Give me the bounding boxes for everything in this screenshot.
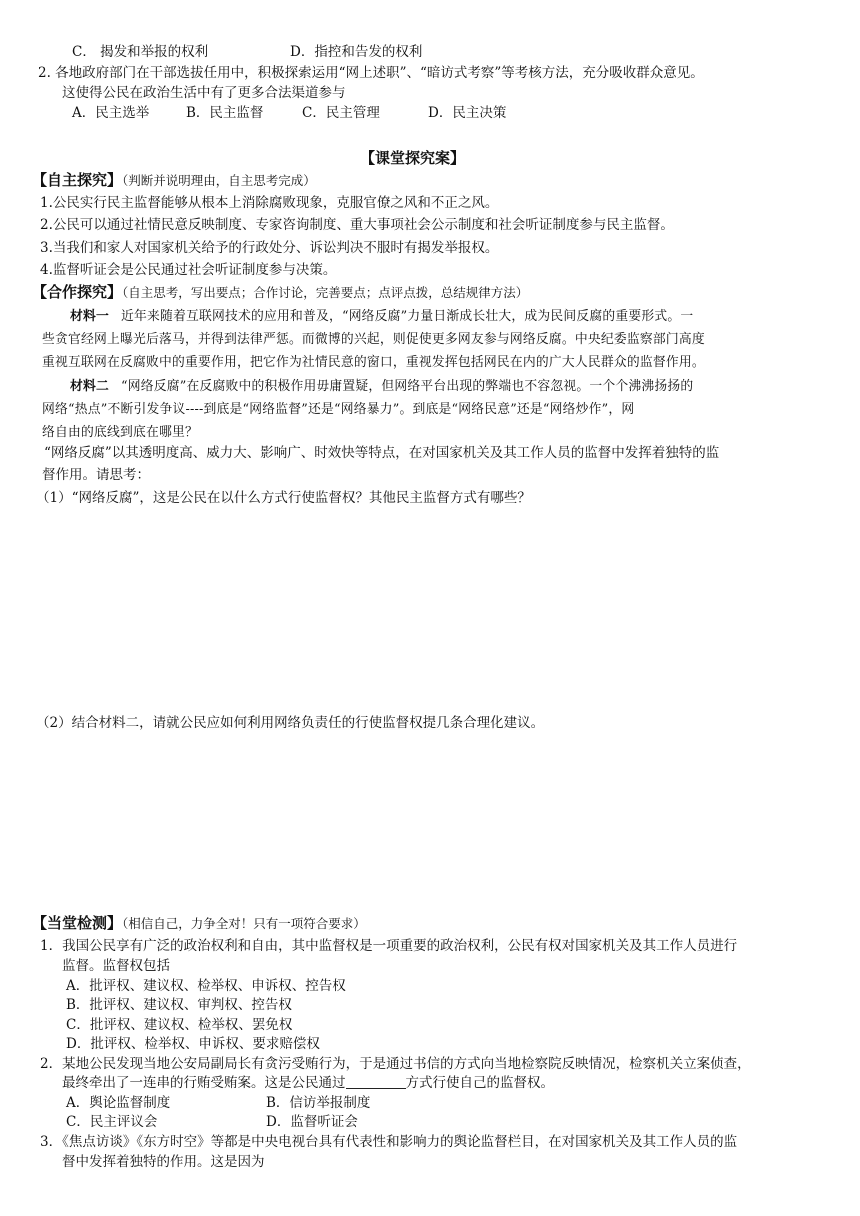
hezuo-note: （自主思考，写出要点；合作讨论，完善要点；点评点拨，总结规律方法） [122, 285, 529, 300]
material-2-line1: 材料二 “网络反腐”在反腐败中的积极作用毋庸置疑，但网络平台出现的弊端也不容忽视。一个个沸沸扬扬的 [70, 379, 694, 394]
material-1-line3: 重视互联网在反腐败中的重要作用，把它作为社情民意的窗口，重视发挥包括网民在内的广大人民群众的监督作用。 [42, 355, 705, 370]
zizhu-note: （判断并说明理由，自主思考完成） [122, 173, 316, 188]
test-q2-line1: 2．某地公民发现当地公安局副局长有贪污受贿行为，于是通过书信的方式向当地检察院反映情况，检察机关立案侦查， [40, 1056, 751, 1072]
material-1-line1: 材料一 近年来随着互联网技术的应用和普及，“网络反腐”力量日渐成长壮大，成为民间反腐的重要形式。一 [70, 309, 694, 324]
test-q2-line2: 最终牵出了一连串的行贿受贿案。这是公民通过 方式行使自己的监督权。 [62, 1075, 554, 1091]
jiance-note: （相信自己，力争全对！只有一项符合要求） [122, 916, 366, 931]
test-q3-line2: 督中发挥着独特的作用。这是因为 [62, 1154, 265, 1170]
jiance-heading-row [32, 913, 366, 935]
test-q1-option-c: C．批评权、建议权、检举权、罢免权 [66, 1017, 293, 1033]
hezuo-heading: 【合作探究】 [32, 283, 123, 301]
material-1-line2: 些贪官经网上曝光后落马，并得到法律严惩。而微博的兴起，则促使更多网友参与网络反腐。中央纪委监察部门高度 [42, 332, 705, 347]
prev-q2-option-c: C．民主管理 [302, 105, 380, 121]
jiance-heading: 【当堂检测】 [32, 914, 123, 932]
prev-q1-option-c: C． 揭发和举报的权利 [72, 44, 209, 60]
test-q2-option-d: D．监督听证会 [266, 1114, 358, 1130]
test-q2-option-c: C．民主评议会 [66, 1114, 158, 1130]
zizhu-item-1: 1.公民实行民主监督能够从根本上消除腐败现象，克服官僚之风和不正之风。 [40, 195, 499, 211]
material-2-label: 材料二 [70, 379, 109, 394]
material-1-label: 材料一 [70, 309, 109, 324]
zizhu-heading-row [32, 170, 316, 192]
test-q2-option-b: B．信访举报制度 [266, 1095, 371, 1111]
material-2-line2: 网络“热点”不断引发争议----到底是“网络监督”还是“网络暴力”。到底是“网络民意”还是“网络炒作”，网 [42, 402, 635, 417]
zizhu-item-3: 3.当我们和家人对国家机关给予的行政处分、诉讼判决不服时有揭发举报权。 [40, 240, 499, 256]
prev-q2-option-b: B．民主监督 [186, 105, 264, 121]
zizhu-item-4: 4.监督听证会是公民通过社会听证制度参与决策。 [40, 262, 337, 278]
test-q1-option-a: A．批评权、建议权、检举权、申诉权、控告权 [66, 978, 346, 994]
prev-q2-option-d: D．民主决策 [428, 105, 507, 121]
section-title: 【课堂探究案】 [360, 149, 466, 167]
prev-q2-option-a: A．民主选举 [72, 105, 150, 121]
test-q3-line1: 3．《焦点访谈》《东方时空》等都是中央电视台具有代表性和影响力的舆论监督栏目，在对国家机关及其工作人员的监 [40, 1134, 738, 1150]
answer-blank [346, 1074, 406, 1089]
inquiry-question-2: （2）结合材料二，请就公民应如何利用网络负责任的行使监督权提几条合理化建议。 [36, 715, 545, 731]
zizhu-item-2: 2.公民可以通过社情民意反映制度、专家咨询制度、重大事项社会公示制度和社会听证制度参与民主监督。 [40, 217, 674, 233]
test-q1-option-d: D．批评权、检举权、申诉权、要求赔偿权 [66, 1036, 320, 1052]
prev-q2-stem-line1: 2. 各地政府部门在干部选拔任用中，积极探索运用“网上述职”、“暗访式考察”等考核方法，充分吸收群众意见。 [38, 65, 704, 81]
zizhu-heading: 【自主探究】 [32, 171, 123, 189]
test-q2-option-a: A．舆论监督制度 [66, 1095, 171, 1111]
hezuo-heading-row [32, 282, 528, 304]
inquiry-question-1: （1）“网络反腐”，这是公民在以什么方式行使监督权？其他民主监督方式有哪些？ [36, 490, 531, 506]
summary-line1: “网络反腐”以其透明度高、威力大、影响广、时效快等特点，在对国家机关及其工作人员的监督中发挥着独特的监 [44, 445, 720, 461]
summary-line2: 督作用。请思考： [42, 467, 150, 483]
material-2-line3: 络自由的底线到底在哪里？ [42, 425, 198, 440]
test-q1-line1: 1．我国公民享有广泛的政治权利和自由，其中监督权是一项重要的政治权利，公民有权对国家机关及其工作人员进行 [40, 938, 738, 954]
test-q1-line2: 监督。监督权包括 [62, 958, 170, 974]
test-q1-option-b: B．批评权、建议权、审判权、控告权 [66, 997, 292, 1013]
prev-q2-stem-line2: 这使得公民在政治生活中有了更多合法渠道参与 [62, 85, 346, 101]
prev-q1-option-d: D．指控和告发的权利 [290, 44, 423, 60]
